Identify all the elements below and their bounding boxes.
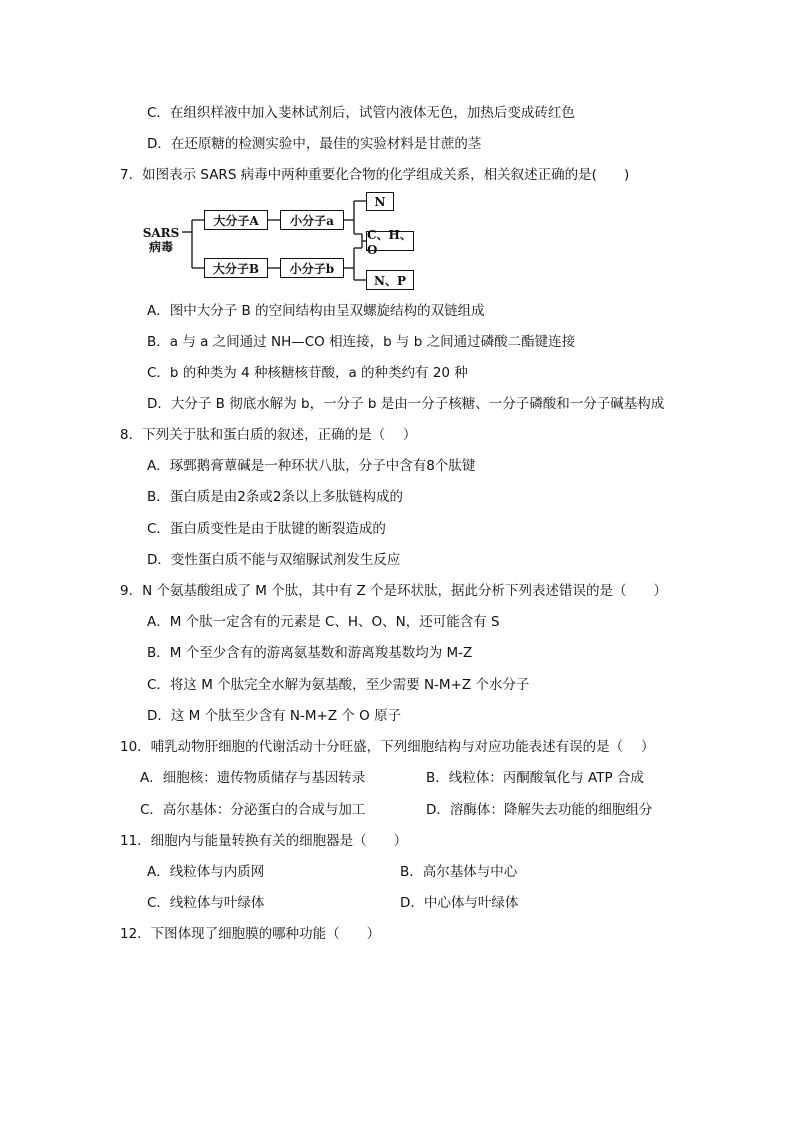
q8-option-b: B．蛋白质是由2条或2条以上多肽链构成的: [147, 489, 403, 505]
macromolecule-b-box: 大分子B: [204, 258, 268, 278]
question-9: 9．N 个氨基酸组成了 M 个肽，其中有 Z 个是环状肽，据此分析下列表述错误的是（ ）: [120, 583, 668, 599]
q8-option-c: C．蛋白质变性是由于肽键的断裂造成的: [147, 521, 386, 537]
sars-virus-label: [140, 226, 182, 254]
q11-option-b: B．高尔基体与中心: [400, 864, 518, 880]
element-np-box: N、P: [366, 270, 414, 290]
element-n-box: N: [366, 192, 394, 211]
virus-label-line2: 病毒: [148, 240, 173, 254]
question-11: 11．细胞内与能量转换有关的细胞器是（ ）: [120, 833, 408, 849]
sars-composition-diagram: [140, 188, 430, 296]
macromolecule-a-box: 大分子A: [204, 210, 268, 230]
q7-option-a: A．图中大分子 B 的空间结构由呈双螺旋结构的双链组成: [147, 303, 485, 319]
q9-option-d: D．这 M 个肽至少含有 N-M+Z 个 O 原子: [147, 708, 402, 724]
element-cho-box: C、H、O: [366, 231, 414, 251]
q7-option-b: B．a 与 a 之间通过 NH—CO 相连接，b 与 b 之间通过磷酸二酯键连接: [147, 334, 576, 350]
small-molecule-a-box: 小分子a: [280, 210, 344, 230]
q9-option-a: A．M 个肽一定含有的元素是 C、H、O、N，还可能含有 S: [147, 614, 500, 630]
q10-option-c: C．高尔基体：分泌蛋白的合成与加工: [140, 802, 366, 818]
q7-option-c: C．b 的种类为 4 种核糖核苷酸，a 的种类约有 20 种: [147, 365, 468, 381]
q9-option-b: B．M 个至少含有的游离氨基数和游离羧基数均为 M-Z: [147, 645, 473, 661]
q6-option-d: D．在还原糖的检测实验中，最佳的实验材料是甘蔗的茎: [147, 136, 482, 152]
question-8: 8．下列关于肽和蛋白质的叙述，正确的是（ ）: [120, 427, 417, 443]
virus-label-line1: SARS: [142, 226, 180, 240]
question-10: 10．哺乳动物肝细胞的代谢活动十分旺盛，下列细胞结构与对应功能表述有误的是（ ）: [120, 739, 655, 755]
question-12: 12．下图体现了细胞膜的哪种功能（ ）: [120, 926, 381, 942]
q10-option-d: D．溶酶体：降解失去功能的细胞组分: [426, 802, 653, 818]
question-7: 7．如图表示 SARS 病毒中两种重要化合物的化学组成关系，相关叙述正确的是( ): [120, 167, 630, 183]
q10-option-b: B．线粒体：丙酮酸氧化与 ATP 合成: [426, 770, 644, 786]
q11-option-c: C．线粒体与叶绿体: [147, 895, 265, 911]
q9-option-c: C．将这 M 个肽完全水解为氨基酸，至少需要 N-M+Z 个水分子: [147, 677, 530, 693]
q11-option-d: D．中心体与叶绿体: [400, 895, 519, 911]
q7-option-d: D．大分子 B 彻底水解为 b，一分子 b 是由一分子核糖、一分子磷酸和一分子碱基构成: [147, 396, 665, 412]
q11-option-a: A．线粒体与内质网: [147, 864, 265, 880]
small-molecule-b-box: 小分子b: [280, 258, 344, 278]
q8-option-a: A．琢鄄鹅膏蕈碱是一种环状八肽，分子中含有8个肽键: [147, 458, 476, 474]
q6-option-c: C．在组织样液中加入斐林试剂后，试管内液体无色，加热后变成砖红色: [147, 105, 575, 121]
q8-option-d: D．变性蛋白质不能与双缩脲试剂发生反应: [147, 552, 401, 568]
q10-option-a: A．细胞核：遗传物质储存与基因转录: [140, 770, 366, 786]
